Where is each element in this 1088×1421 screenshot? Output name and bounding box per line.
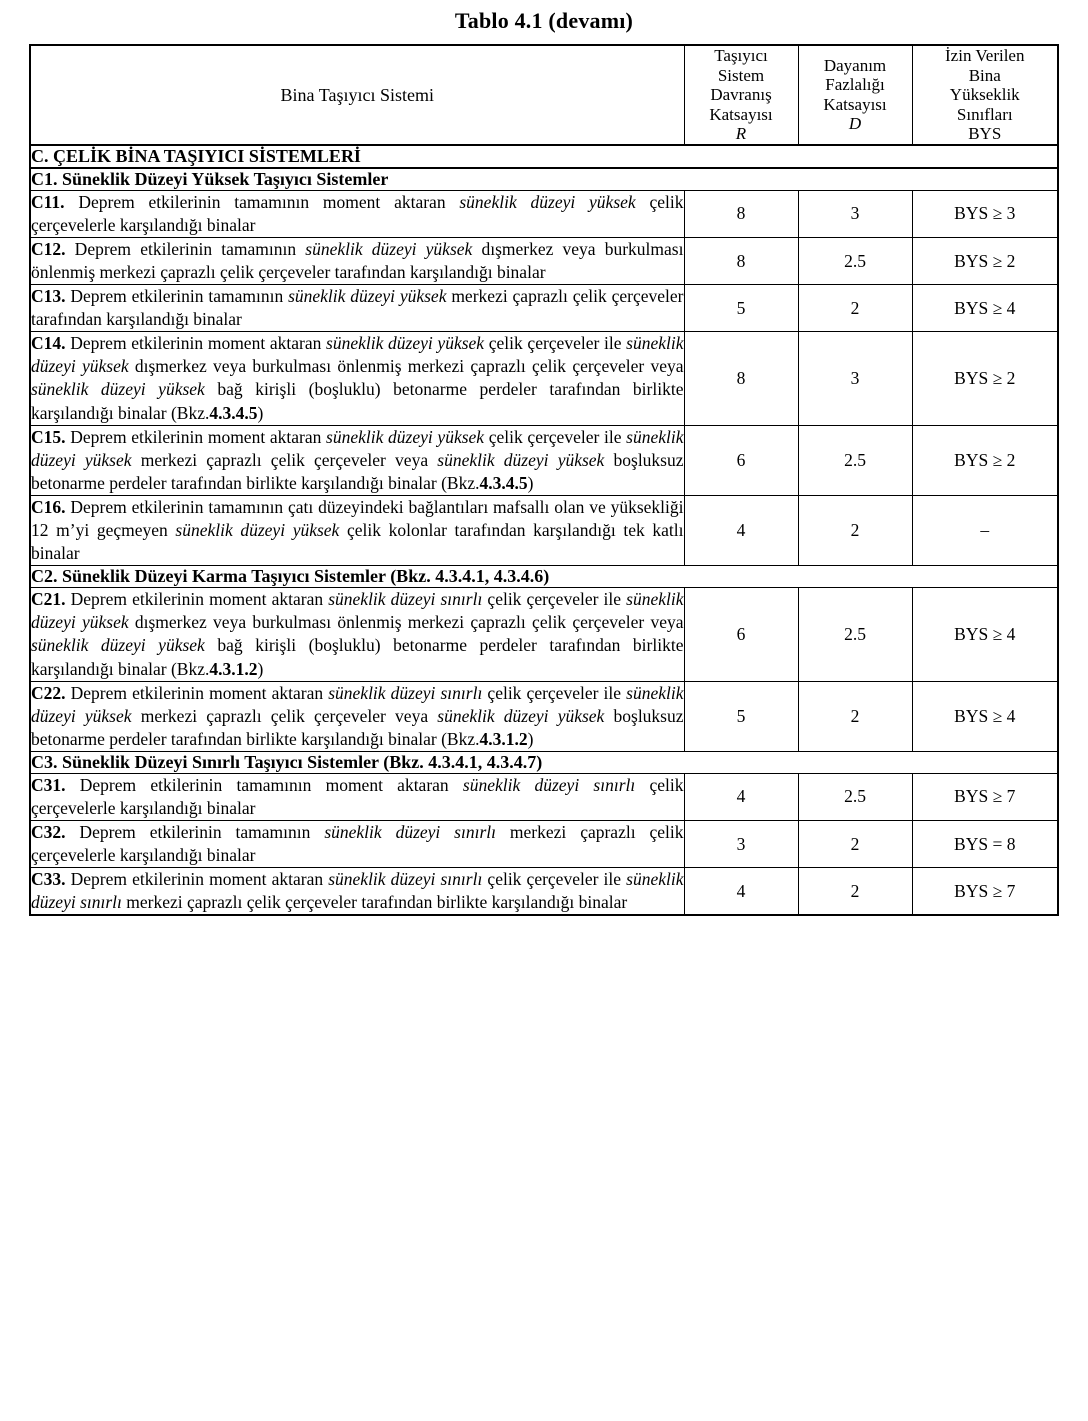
bys-value: BYS ≥ 2 bbox=[912, 332, 1058, 425]
header-description: Bina Taşıyıcı Sistemi bbox=[30, 45, 684, 145]
system-description: C31. Deprem etkilerinin tamamının moment aktaran süneklik düzeyi sınırlı çelik çerçevelerle karşılandığı binalar bbox=[30, 773, 684, 820]
d-value: 2 bbox=[798, 681, 912, 751]
bys-value: BYS ≥ 2 bbox=[912, 237, 1058, 284]
table-row bbox=[30, 425, 1058, 495]
system-description: C21. Deprem etkilerinin moment aktaran süneklik düzeyi sınırlı çelik çerçeveler ile süneklik düzeyi yüksek dışmerkez veya burkulması önlenmiş merkezi çaprazlı çelik çerçeveler veya süneklik düzeyi yüksek bağ kirişli (boşluklu) betonarme perdeler tarafından birlikte karşılandığı binalar (Bkz.4.3.1.2) bbox=[30, 588, 684, 681]
page-title: Tablo 4.1 (devamı) bbox=[454, 8, 634, 33]
header-r-line4: Katsayısı bbox=[709, 104, 773, 124]
bys-value: BYS ≥ 7 bbox=[912, 773, 1058, 820]
table-header-row bbox=[30, 45, 1058, 145]
system-description: C32. Deprem etkilerinin tamamının süneklik düzeyi sınırlı merkezi çaprazlı çelik çerçevelerle karşılandığı binalar bbox=[30, 821, 684, 868]
system-code: C32. bbox=[31, 822, 66, 843]
header-bys bbox=[912, 45, 1058, 145]
d-value: 2 bbox=[798, 868, 912, 916]
table-row bbox=[30, 868, 1058, 916]
section-header-row bbox=[30, 145, 1058, 168]
r-value: 3 bbox=[684, 821, 798, 868]
table-row bbox=[30, 237, 1058, 284]
r-value: 6 bbox=[684, 588, 798, 681]
r-value: 4 bbox=[684, 773, 798, 820]
section-label: C3. Süneklik Düzeyi Sınırlı Taşıyıcı Sistemler (Bkz. 4.3.4.1, 4.3.4.7) bbox=[30, 751, 1058, 773]
header-r-symbol: R bbox=[735, 124, 747, 144]
r-value: 8 bbox=[684, 237, 798, 284]
bys-value: – bbox=[912, 495, 1058, 565]
subsection-header-row bbox=[30, 566, 1058, 588]
r-value: 5 bbox=[684, 285, 798, 332]
system-code: C33. bbox=[31, 869, 66, 890]
subsection-header-row bbox=[30, 751, 1058, 773]
d-value: 2 bbox=[798, 285, 912, 332]
header-bys-line5: BYS bbox=[968, 124, 1002, 144]
table-row bbox=[30, 588, 1058, 681]
system-code: C16. bbox=[31, 496, 66, 517]
header-d-line1: Dayanım bbox=[823, 55, 887, 75]
d-value: 2.5 bbox=[798, 773, 912, 820]
system-description: C13. Deprem etkilerinin tamamının süneklik düzeyi yüksek merkezi çaprazlı çelik çerçeveler tarafından karşılandığı binalar bbox=[30, 285, 684, 332]
system-description: C22. Deprem etkilerinin moment aktaran süneklik düzeyi sınırlı çelik çerçeveler ile süneklik düzeyi yüksek merkezi çaprazlı çelik çerçeveler veya süneklik düzeyi yüksek boşluksuz betonarme perdeler tarafından birlikte karşılandığı binalar (Bkz.4.3.1.2) bbox=[30, 681, 684, 751]
r-value: 8 bbox=[684, 332, 798, 425]
system-description: C11. Deprem etkilerinin tamamının moment aktaran süneklik düzeyi yüksek çelik çerçevelerle karşılandığı binalar bbox=[30, 190, 684, 237]
r-value: 4 bbox=[684, 868, 798, 916]
d-value: 3 bbox=[798, 332, 912, 425]
system-code: C14. bbox=[31, 333, 66, 354]
system-code: C13. bbox=[31, 286, 66, 307]
section-label: C2. Süneklik Düzeyi Karma Taşıyıcı Sistemler (Bkz. 4.3.4.1, 4.3.4.6) bbox=[30, 566, 1058, 588]
bys-value: BYS ≥ 7 bbox=[912, 868, 1058, 916]
bys-value: BYS ≥ 3 bbox=[912, 190, 1058, 237]
header-bys-line3: Yükseklik bbox=[949, 85, 1020, 105]
table-row bbox=[30, 773, 1058, 820]
header-bys-line1: İzin Verilen bbox=[945, 46, 1025, 65]
r-value: 6 bbox=[684, 425, 798, 495]
table-row bbox=[30, 190, 1058, 237]
system-description: C14. Deprem etkilerinin moment aktaran süneklik düzeyi yüksek çelik çerçeveler ile süneklik düzeyi yüksek dışmerkez veya burkulması önlenmiş merkezi çaprazlı çelik çerçeveler veya süneklik düzeyi yüksek bağ kirişli (boşluklu) betonarme perdeler tarafından birlikte karşılandığı binalar (Bkz.4.3.4.5) bbox=[30, 332, 684, 425]
d-value: 2.5 bbox=[798, 588, 912, 681]
system-code: C22. bbox=[31, 682, 66, 703]
header-r-line2: Sistem bbox=[717, 65, 765, 85]
table-header bbox=[30, 45, 1058, 145]
bys-value: BYS ≥ 2 bbox=[912, 425, 1058, 495]
header-bys-line4: Sınıfları bbox=[956, 104, 1013, 124]
table-row bbox=[30, 332, 1058, 425]
seismic-system-table bbox=[29, 44, 1059, 916]
system-description: C16. Deprem etkilerinin tamamının çatı düzeyindeki bağlantıları mafsallı olan ve yüksekliği 12 m’yi geçmeyen süneklik düzeyi yüksek çelik kolonlar tarafından karşılandığı tek katlı binalar bbox=[30, 495, 684, 565]
header-r bbox=[684, 45, 798, 145]
header-d bbox=[798, 45, 912, 145]
document-page bbox=[0, 8, 1088, 1421]
system-description: C12. Deprem etkilerinin tamamının süneklik düzeyi yüksek dışmerkez veya burkulması önlenmiş merkezi çaprazlı çelik çerçeveler tarafından karşılandığı binalar bbox=[30, 237, 684, 284]
table-body bbox=[30, 145, 1058, 916]
header-r-line3: Davranış bbox=[710, 85, 772, 105]
header-r-line1: Taşıyıcı bbox=[714, 46, 768, 65]
d-value: 2.5 bbox=[798, 237, 912, 284]
system-code: C15. bbox=[31, 426, 66, 447]
table-row bbox=[30, 681, 1058, 751]
header-bys-line2: Bina bbox=[968, 65, 1001, 85]
system-code: C11. bbox=[31, 191, 65, 212]
table-row bbox=[30, 821, 1058, 868]
header-d-line2: Fazlalığı bbox=[825, 75, 885, 95]
bys-value: BYS ≥ 4 bbox=[912, 588, 1058, 681]
header-d-line3: Katsayısı bbox=[823, 94, 887, 114]
bys-value: BYS = 8 bbox=[912, 821, 1058, 868]
d-value: 2 bbox=[798, 495, 912, 565]
header-d-symbol: D bbox=[848, 114, 862, 134]
system-code: C31. bbox=[31, 774, 66, 795]
d-value: 3 bbox=[798, 190, 912, 237]
bys-value: BYS ≥ 4 bbox=[912, 681, 1058, 751]
d-value: 2 bbox=[798, 821, 912, 868]
r-value: 8 bbox=[684, 190, 798, 237]
bys-value: BYS ≥ 4 bbox=[912, 285, 1058, 332]
system-description: C33. Deprem etkilerinin moment aktaran süneklik düzeyi sınırlı çelik çerçeveler ile süneklik düzeyi sınırlı merkezi çaprazlı çelik çerçeveler tarafından birlikte karşılandığı binalar bbox=[30, 868, 684, 916]
d-value: 2.5 bbox=[798, 425, 912, 495]
subsection-header-row bbox=[30, 168, 1058, 191]
table-row bbox=[30, 495, 1058, 565]
system-description: C15. Deprem etkilerinin moment aktaran süneklik düzeyi yüksek çelik çerçeveler ile süneklik düzeyi yüksek merkezi çaprazlı çelik çerçeveler veya süneklik düzeyi yüksek boşluksuz betonarme perdeler tarafından birlikte karşılandığı binalar (Bkz.4.3.4.5) bbox=[30, 425, 684, 495]
r-value: 5 bbox=[684, 681, 798, 751]
section-label: C. ÇELİK BİNA TAŞIYICI SİSTEMLERİ bbox=[30, 145, 1058, 168]
section-label: C1. Süneklik Düzeyi Yüksek Taşıyıcı Sistemler bbox=[30, 168, 1058, 191]
system-code: C12. bbox=[31, 238, 66, 259]
table-row bbox=[30, 285, 1058, 332]
system-code: C21. bbox=[31, 589, 66, 610]
r-value: 4 bbox=[684, 495, 798, 565]
